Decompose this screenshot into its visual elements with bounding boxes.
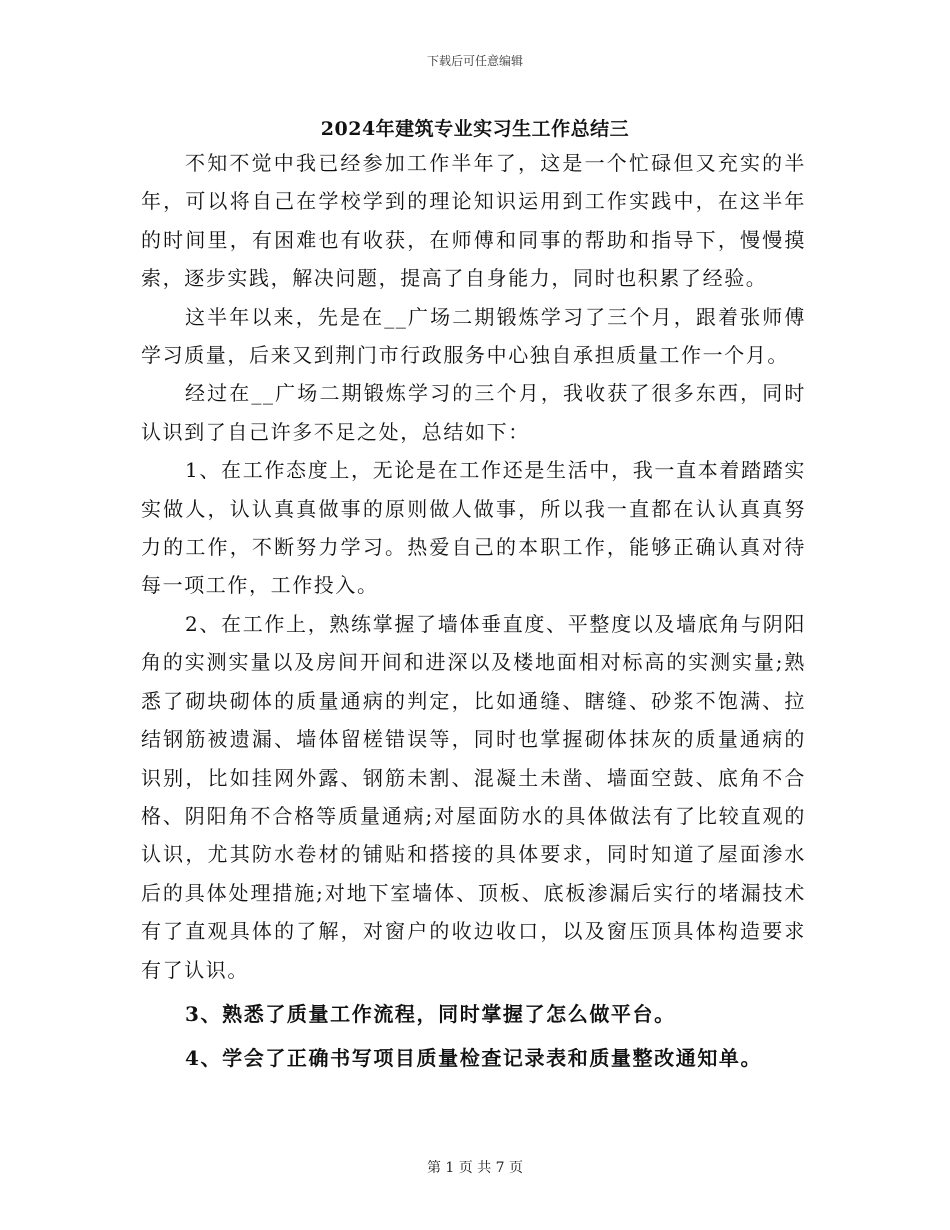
- paragraph-intro: 不知不觉中我已经参加工作半年了，这是一个忙碌但又充实的半年，可以将自己在学校学到的理论知识运用到工作实践中，在这半年的时间里，有困难也有收获，在师傅和同事的帮助和指导下，慢慢摸索，逐步实践，解决问题，提高了自身能力，同时也积累了经验。: [141, 151, 806, 291]
- document-title: 2024年建筑专业实习生工作总结三: [320, 118, 630, 140]
- paragraph-timeline: 这半年以来，先是在__广场二期锻炼学习了三个月，跟着张师傅学习质量，后来又到荆门市行政服务中心独自承担质量工作一个月。: [141, 304, 806, 368]
- document-body: [141, 144, 806, 1078]
- paragraph-item-1-attitude: 1、在工作态度上，无论是在工作还是生活中，我一直本着踏踏实实做人，认认真真做事的原则做人做事，所以我一直都在认认真真努力的工作，不断努力学习。热爱自己的本职工作，能够正确认真对待每一项工作，工作投入。: [141, 458, 806, 598]
- paragraph-item-2-skills: 2、在工作上，熟练掌握了墙体垂直度、平整度以及墙底角与阴阳角的实测实量以及房间开间和进深以及楼地面相对标高的实测实量;熟悉了砌块砌体的质量通病的判定，比如通缝、瞎缝、砂浆不饱满、拉结钢筋被遗漏、墙体留槎错误等，同时也掌握砌体抹灰的质量通病的识别，比如挂网外露、钢筋未割、混凝土未凿、墙面空鼓、底角不合格、阴阳角不合格等质量通病;对屋面防水的具体做法有了比较直观的认识，尤其防水卷材的铺贴和搭接的具体要求，同时知道了屋面渗水后的具体处理措施;对地下室墙体、顶板、底板渗漏后实行的堵漏技术有了直观具体的了解，对窗户的收边收口，以及窗压顶具体构造要求有了认识。: [141, 611, 806, 982]
- paragraph-item-4-records: 4、学会了正确书写项目质量检查记录表和质量整改通知单。: [185, 1046, 763, 1071]
- paragraph-summary-lead: 经过在__广场二期锻炼学习的三个月，我收获了很多东西，同时认识到了自己许多不足之处，总结如下：: [141, 381, 806, 444]
- page-number-footer: 第 1 页 共 7 页: [426, 1160, 524, 1176]
- paragraph-item-3-workflow: 3、熟悉了质量工作流程，同时掌握了怎么做平台。: [185, 1001, 676, 1026]
- download-edit-note: 下载后可任意编辑: [426, 54, 523, 68]
